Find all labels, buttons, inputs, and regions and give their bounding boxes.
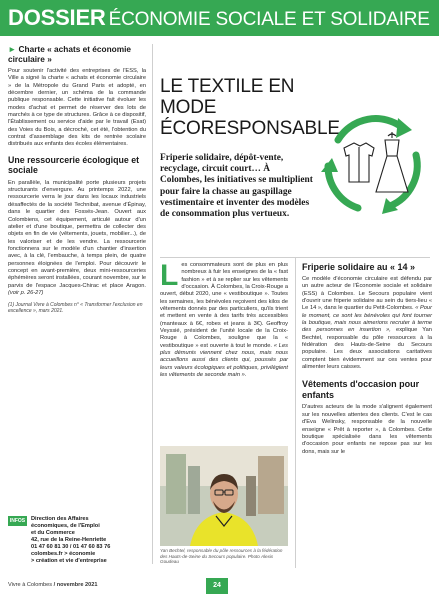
shirt-icon <box>344 143 374 182</box>
column-divider <box>295 258 296 568</box>
dress-icon <box>376 132 408 192</box>
photo-yan-bechtel <box>160 446 288 546</box>
arrow-icon: ► <box>8 44 17 54</box>
header-dossier: DOSSIER <box>8 5 106 30</box>
infos-line: Direction des Affaires <box>31 516 89 522</box>
sidebar-para1: Pour soutenir l'activité des entreprises de l'ESS, la Ville a signé la charte « achats et économie circulaire » de la Métropole du Grand Paris et adopté, en décembre dernier, un schéma de la commande publique responsable. Cette initiative fait évoluer les modes d'achat et permet de réserver des lots de marchés à ce type de structures. Grâce à ce dispositif, l'Établissement ou service d'aide par le travail (Esat) des Voies du Bois, a décroché, cet été, l'obtention du contrat d'assemblage des kits de rentrée scolaire distribués aux enfants des écoles élémentaires. <box>8 68 146 148</box>
footer <box>8 582 97 588</box>
infos-line: économiques, de l'Emploi <box>31 523 100 529</box>
dropcap: L <box>160 259 179 292</box>
page-number: 24 <box>206 578 228 594</box>
title-line: LE TEXTILE EN MODE <box>160 76 295 118</box>
right-para1-tail: explique Yan Bechtel, responsable du pôle ressources à la fédération des Hauts-de-Seine du Secours populaire. Les deux associations caritatives comptent bien évidemment sur ces ventes pour alimenter leurs caisses. <box>302 327 432 371</box>
article-body <box>160 259 288 380</box>
infos-line: 42, rue de la Reine-Henriette <box>31 537 107 543</box>
footer-magazine: Vivre à Colombes <box>8 582 53 588</box>
right-column <box>302 262 432 456</box>
infos-text <box>31 516 149 565</box>
photo-caption-text: Yan Bechtel, responsable du pôle ressources à la fédération des Hauts-de-Seine du Secours populaire. <box>160 548 283 559</box>
footer-issue: / novembre 2021 <box>53 582 98 588</box>
sidebar <box>8 44 146 315</box>
infos-badge: INFOS <box>9 518 26 524</box>
body-para1-text: es consommateurs sont de plus en plus nombreux à fuir les enseignes de la « fast fashion » et à se replier sur les vêtements d'occasion. À Colombes, la Croix-Rouge a ouvert, début 2020, une « vestiboutique ». Toutes les semaines, les bénévoles reçoivent des kilos de vêtements donnés par des particuliers, qu'ils trient et mettent en vente à des tarifs très accessibles (manteaux à 6€, robes et jeans à 3€). Geoffroy Veyssié, président de l'unité locale de la Croix-Rouge à Colombes, souligne que la « vestiboutique » est ouverte à tout le monde. <box>160 262 288 349</box>
column-divider <box>152 44 153 564</box>
photo-caption <box>160 548 290 565</box>
sidebar-heading-text: Charte « achats et économie circulaire » <box>8 44 132 64</box>
sidebar-heading <box>8 44 146 64</box>
body-para1 <box>160 259 288 380</box>
right-para1-text: Ce modèle d'économie circulaire est défendu par un autre acteur de l'Économie sociale et solidaire (ESS) à Colombes. Le Secours populaire vient d'ouvrir une friperie solidaire au sein du tiers-lieu « Le 14 », dans le quartier du Petit-Colombes. <box>302 276 432 312</box>
sidebar-para2-ref: (voir p. 26-27) <box>8 289 44 296</box>
right-para1-quote: « Pour le moment, ce sont les bénévoles qui font tourner la boutique, mais nous aimerions recruter à terme des personnes en insertion », <box>302 305 432 334</box>
title-line: ÉCORESPONSABLE <box>160 118 340 139</box>
sidebar-heading2: Une ressourcerie écologique et sociale <box>8 154 140 176</box>
right-heading2: Vêtements d'occasion pour enfants <box>302 379 420 401</box>
right-para1 <box>302 276 432 371</box>
article-title <box>160 76 340 139</box>
sidebar-para2-text: En parallèle, la municipalité porte plusieurs projets structurants d'envergure. Au printemps 2022, une ressourcerie verra le jour dans les locaux industriels désaffectés de la société Technibat, avenue d'Épinay, dans le quartier des Fossés-Jean. Ouvert aux Colombiens, cet équipement, articulé autour d'un atelier et d'une boutique, permettra de collecter des objets en fin de vie (vêtements, jouets, mobilier...), de les valoriser et de les vendre. La ressourcerie fonctionnera sur le modèle d'un chantier d'insertion avec, à la clé, l'embauche, à temps plein, de quatre personnes éloignées de l'emploi. Pour découvrir le concept en avant-première, deux mini-ressourceries éphémères seront installées, courant novembre, sur le parvis de l'espace Jacques-Chirac et place Aragon. <box>8 179 146 289</box>
article-lede: Friperie solidaire, dépôt-vente, recyclage, circuit court… À Colombes, les initiatives se multiplient pour faire la chasse au gaspillage vestimentaire et inventer des modèles de consommation plus vertueux. <box>160 153 313 220</box>
recycle-clothes-illustration <box>318 110 428 220</box>
header-band <box>0 0 439 36</box>
photo-credit: Photo Alexis Goudeau <box>160 553 274 565</box>
sidebar-para2 <box>8 180 146 298</box>
header-subtitle: ÉCONOMIE SOCIALE ET SOLIDAIRE <box>108 9 430 30</box>
infos-line: 01 47 60 81 30 / 01 47 60 83 76 <box>31 544 111 550</box>
right-heading1: Friperie solidaire au « 14 » <box>302 262 416 272</box>
right-para2: D'autres acteurs de la mode s'alignent également sur les nouvelles attentes des clients. C'est le cas d'Eva Welinsky, responsable de la nouvelle enseigne « Prêt à reporter », à Colombes. Cette boutique spécialisée dans les vêtements d'occasion pour enfants ne repose pas sur les dons, mais sur le <box>302 404 432 455</box>
body-para1-quote: « Les plus démunis viennent chez nous, mais nous accueillons aussi des clients qui, poussés par leurs valeurs écologiques et politiques, privilégient les vêtements de seconde main ». <box>160 342 288 379</box>
infos-line: et du Commerce <box>31 530 75 536</box>
infos-link[interactable]: colombes.fr > économie <box>31 551 96 557</box>
infos-link[interactable]: > création et vie d'entreprise <box>31 558 107 564</box>
header-title <box>8 5 430 31</box>
sidebar-caption: (1) Journal Vivre à Colombes n° « Transformer l'exclusion en excellence », mars 2021. <box>8 302 143 315</box>
